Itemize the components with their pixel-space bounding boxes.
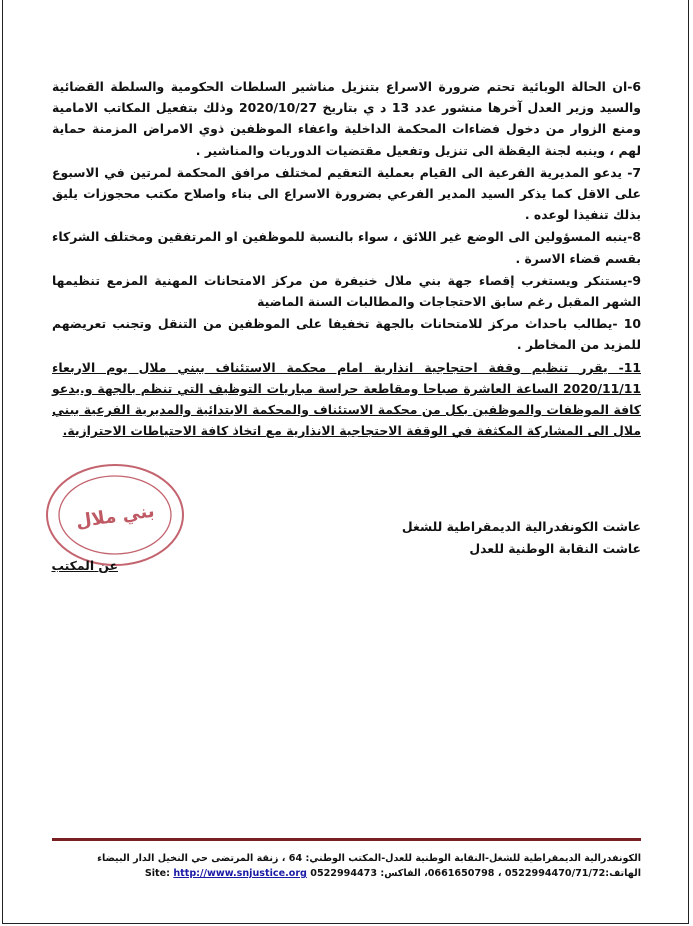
- footer-contact: [52, 866, 641, 881]
- paragraph-8: 8-ينبه المسؤولين الى الوضع غير اللائق ، سواء بالنسبة للموظفين او المرتفقين ومختلف الشركاء بقسم قضاء الاسرة .: [52, 229, 641, 266]
- closing-line-cdt: عاشت الكونفدرالية الديمقراطية للشغل: [401, 519, 641, 534]
- paragraph-6: 6-ان الحالة الوبائية تحتم ضرورة الاسراع بتنزيل مناشير السلطات الحكومية والسلطة القضائية والسيد وزير العدل آخرها منشور عدد 13 د ي بتاريخ 2020/10/27 وذلك بتفعيل المكاتب الامامية ومنع الزوار من دخول فضاءات المحكمة الداخلية واعفاء الموظفين ذوي الامراض المزمنة حماية لهم ، وينبه لجنة اليقظة الى تنزيل وتفعيل مقتضيات الدوريات والمناشير .: [52, 79, 641, 158]
- footer-site-link[interactable]: http://www.snjustice.org: [173, 868, 307, 879]
- footer-phone-fax: الهاتف:0522994470/71/72 ، 0661650798، الفاكس: 0522994473: [310, 868, 641, 879]
- stamp-text: بني ملال: [74, 500, 156, 533]
- paragraph-10: 10 -يطالب باحداث مركز للامتحانات بالجهة تخفيفا على الموظفين من التنقل وتجنب تعريضهم للمزيد من المخاطر .: [52, 316, 641, 353]
- footer-address: الكونفدرالية الديمقراطية للشغل-النقابة الوطنية للعدل-المكتب الوطني: 64 ، زنقة المرتضى حي النخيل الدار البيضاء: [97, 853, 641, 864]
- document-body: [52, 76, 641, 442]
- footer-site-label: Site:: [144, 868, 170, 879]
- paragraph-9: 9-يستنكر ويستغرب إقصاء جهة بني ملال خنيفرة من مركز الامتحانات المهنية المزمع تنظيمها الشهر المقبل رغم سابق الاحتجاجات والمطالبات السنة الماضية: [52, 272, 641, 310]
- footer: [52, 851, 641, 881]
- signature-label: عن المكتب: [51, 558, 118, 573]
- footer-site: [145, 868, 307, 879]
- office-stamp: [40, 460, 190, 570]
- closing-block: [402, 516, 641, 560]
- footer-divider: [52, 838, 641, 841]
- closing-line-snj: عاشت النقابة الوطنية للعدل: [469, 541, 641, 556]
- paragraph-11: [52, 357, 641, 442]
- paragraph-7: 7- يدعو المديرية الفرعية الى القيام بعملية التعقيم لمختلف مرافق المحكمة لمرتين في الاسبوع على الاقل كما يذكر السيد المدير الفرعي بضرورة الاسراع الى بناء واصلاح مكتب محجوزات يليق بذلك تنفيذا لوعده .: [52, 164, 641, 223]
- paragraph-11-text: 11- يقرر تنظيم وقفة احتجاجية انذارية امام محكمة الاستئناف ببني ملال يوم الاربعاء 2020/11/11 الساعة العاشرة صباحا ومقاطعة حراسة مباريات التوظيف التي تنظم بالجهة و.يدعو كافة الموظفات والموظفين بكل من محكمة الاستئناف والمحكمة الابتدائية والمديرية الفرعية ببني ملال الى المشاركة المكثفة في الوقفة الاحتجاجية الانذارية مع اتخاذ كافة الاحتياطات الاحترازية.: [52, 359, 641, 439]
